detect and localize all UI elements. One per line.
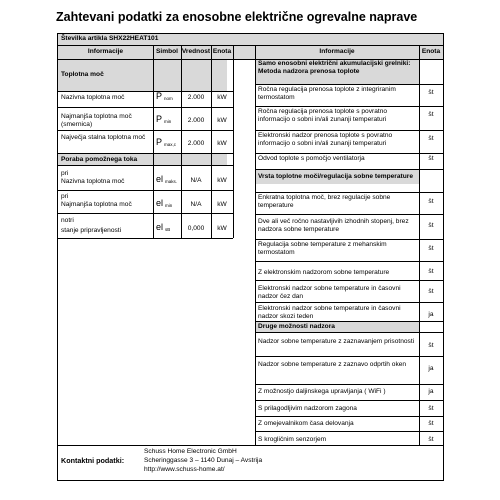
grid-line xyxy=(255,280,443,281)
grid-line xyxy=(255,400,443,401)
contact-address: Scheringgasse 3 – 1140 Dunaj – Avstrija xyxy=(144,457,263,464)
heat-row-label: Največja stalna toplotna moč xyxy=(61,134,146,141)
grid-line xyxy=(419,45,420,445)
aux-row-label: pri xyxy=(61,170,69,177)
type-row-unit: št xyxy=(428,245,434,252)
heat-row-value: 2.000 xyxy=(187,140,205,147)
other-section-title: Druge možnosti nadzora xyxy=(258,323,335,330)
other-row-text: Nadzor sobne temperature z zaznavo odprtih oken xyxy=(258,361,407,368)
aux-row-value: 0,000 xyxy=(187,225,205,232)
page-title: Zahtevani podatki za enosobne električne ogrevalne naprave xyxy=(56,10,418,24)
heat-row-unit: kW xyxy=(217,140,227,147)
other-row-unit: št xyxy=(428,436,434,443)
grid-line xyxy=(211,45,212,238)
storage-row-text: Ročna regulacija prenosa toplote z integriranim termostatom xyxy=(258,86,396,101)
header-enota: Enota xyxy=(212,48,232,55)
grid-line xyxy=(255,192,443,193)
article-number: Številka artikla SHX22HEAT101 xyxy=(61,35,159,42)
data-sheet xyxy=(57,33,444,481)
type-row-unit: št xyxy=(428,268,434,275)
other-row-text: S prilagodljivim nadzorom zagona xyxy=(258,405,357,412)
contact-label: Kontaktni podatki: xyxy=(61,456,125,465)
type-row-unit: št xyxy=(428,222,434,229)
grid-line xyxy=(181,45,182,238)
grid-line xyxy=(255,169,443,170)
grid-line xyxy=(255,332,443,333)
other-row-text: Z možnostjo daljinskega upravljanja ( WiFi ) xyxy=(258,388,386,395)
grid-line xyxy=(255,261,443,262)
type-row-text: Enkratna toplotna moč, brez regulacije sobne temperature xyxy=(258,194,391,209)
other-row-unit: ja xyxy=(428,388,434,395)
type-row-text: Regulacija sobne temperature z mehanskim termostatom xyxy=(258,241,387,256)
aux-row-label: pri xyxy=(61,193,69,200)
aux-row-label: Nazivna toplotna moč xyxy=(61,178,125,185)
grid-line xyxy=(58,238,233,239)
grid-line xyxy=(255,214,443,215)
grid-line xyxy=(58,190,233,191)
grid-line xyxy=(255,416,443,417)
grid-line xyxy=(255,84,443,85)
heat-row-value: 2.000 xyxy=(187,94,205,101)
other-row-unit: št xyxy=(428,405,434,412)
type-row-unit: št xyxy=(428,198,434,205)
storage-row-unit: št xyxy=(428,111,434,118)
aux-section-title: Poraba pomožnega toka xyxy=(61,156,138,163)
grid-line xyxy=(58,130,233,131)
aux-row-value: N/A xyxy=(190,177,202,184)
heat-row-unit: kW xyxy=(217,117,227,124)
other-row-text: Z omejevalnikom časa delovanja xyxy=(258,420,354,427)
symbol-p-min: P $_{min}$ xyxy=(156,114,172,124)
grid-line xyxy=(255,45,256,445)
storage-row-unit: št xyxy=(428,89,434,96)
type-row-unit: ja xyxy=(428,311,434,318)
other-row-text: Nadzor sobne temperature z zaznavanjem prisotnosti xyxy=(258,338,415,345)
storage-row-unit: št xyxy=(428,135,434,142)
grid-line xyxy=(255,153,443,154)
header-vrednost: Vrednost xyxy=(181,48,211,55)
grid-line xyxy=(153,45,154,238)
grid-line xyxy=(58,45,443,46)
heat-row-value: 2.000 xyxy=(187,117,205,124)
symbol-el-max: el $_{maks.}$ xyxy=(156,174,178,184)
heat-row-label: Najmanjša toplotna moč (smernica) xyxy=(61,113,132,128)
heat-row-unit: kW xyxy=(217,94,227,101)
header-enota-right: Enota xyxy=(421,48,441,55)
type-row-text: Elektronski nadzor sobne temperature in časovni nadzor čez dan xyxy=(258,285,401,300)
grid-line xyxy=(58,445,443,446)
type-row-text: Z elektronskim nadzorom sobne temperature xyxy=(258,269,390,276)
grid-line xyxy=(255,384,443,385)
grid-line xyxy=(255,356,443,357)
grid-line xyxy=(255,130,443,131)
grid-line xyxy=(58,91,233,92)
type-row-text: Elektronski nadzor sobne temperature in časovni nadzor skozi teden xyxy=(258,305,401,320)
aux-row-label: Najmanjša toplotna moč xyxy=(61,201,132,208)
heat-row-label: Nazivna toplotna moč xyxy=(61,94,125,101)
header-simbol: Simbol xyxy=(156,48,178,55)
other-row-unit: št xyxy=(428,342,434,349)
symbol-p-max: P $_{max,c}$ xyxy=(156,137,177,147)
aux-row-unit: kW xyxy=(217,225,227,232)
grid-line xyxy=(255,431,443,432)
symbol-el-min: el $_{min}$ xyxy=(156,198,173,208)
grid-line xyxy=(58,165,233,166)
grid-line xyxy=(255,239,443,240)
storage-row-text: Elektronski nadzor prenosa toplote s povratno informacijo o sobni in/ali zunanji temperaturi xyxy=(258,132,393,147)
other-row-text: S krogličnim senzorjem xyxy=(258,436,327,443)
heat-section-title: Toplotna moč xyxy=(61,71,104,78)
grid-line xyxy=(58,153,233,154)
storage-row-text: Odvod toplote s pomočjo ventilatorja xyxy=(258,155,365,162)
grid-line xyxy=(255,302,443,303)
grid-line xyxy=(255,321,443,322)
other-row-unit: ja xyxy=(428,365,434,372)
aux-row-value: N/A xyxy=(190,201,202,208)
header-informacije: Informacije xyxy=(87,48,124,55)
storage-row-unit: št xyxy=(428,155,434,162)
grid-line xyxy=(58,59,443,60)
contact-website: http://www.schuss-home.at/ xyxy=(144,466,225,473)
symbol-p-nom: P $_{nom}$ xyxy=(156,91,173,101)
storage-row-text: Ročna regulacija prenosa toplote s povratno informacijo o sobni in/ali zunanji temperaturi xyxy=(258,108,388,123)
other-row-unit: št xyxy=(428,420,434,427)
grid-line xyxy=(233,45,234,238)
aux-row-unit: kW xyxy=(217,201,227,208)
symbol-el-sb: el $_{sB}$ xyxy=(156,222,171,232)
storage-section-title: Samo enosobni električni akumulacijski grelniki: Metoda nadzora prenosa toplote xyxy=(258,60,411,75)
contact-company: Schuss Home Electronic GmbH xyxy=(144,448,237,455)
aux-row-label: notri xyxy=(61,217,74,224)
grid-line xyxy=(58,213,233,214)
header-informacije-right: Informacije xyxy=(319,48,355,55)
grid-line xyxy=(58,107,233,108)
type-section-title: Vrsta toplotne moči/regulacija sobne temperature xyxy=(258,173,413,180)
type-row-unit: št xyxy=(428,288,434,295)
type-row-text: Dve ali več ročno nastavljivih izhodnih stopenj, brez nadzora sobne temperature xyxy=(258,218,409,233)
grid-line xyxy=(255,106,443,107)
aux-row-label: stanje pripravljenosti xyxy=(61,227,122,234)
aux-row-unit: kW xyxy=(217,177,227,184)
